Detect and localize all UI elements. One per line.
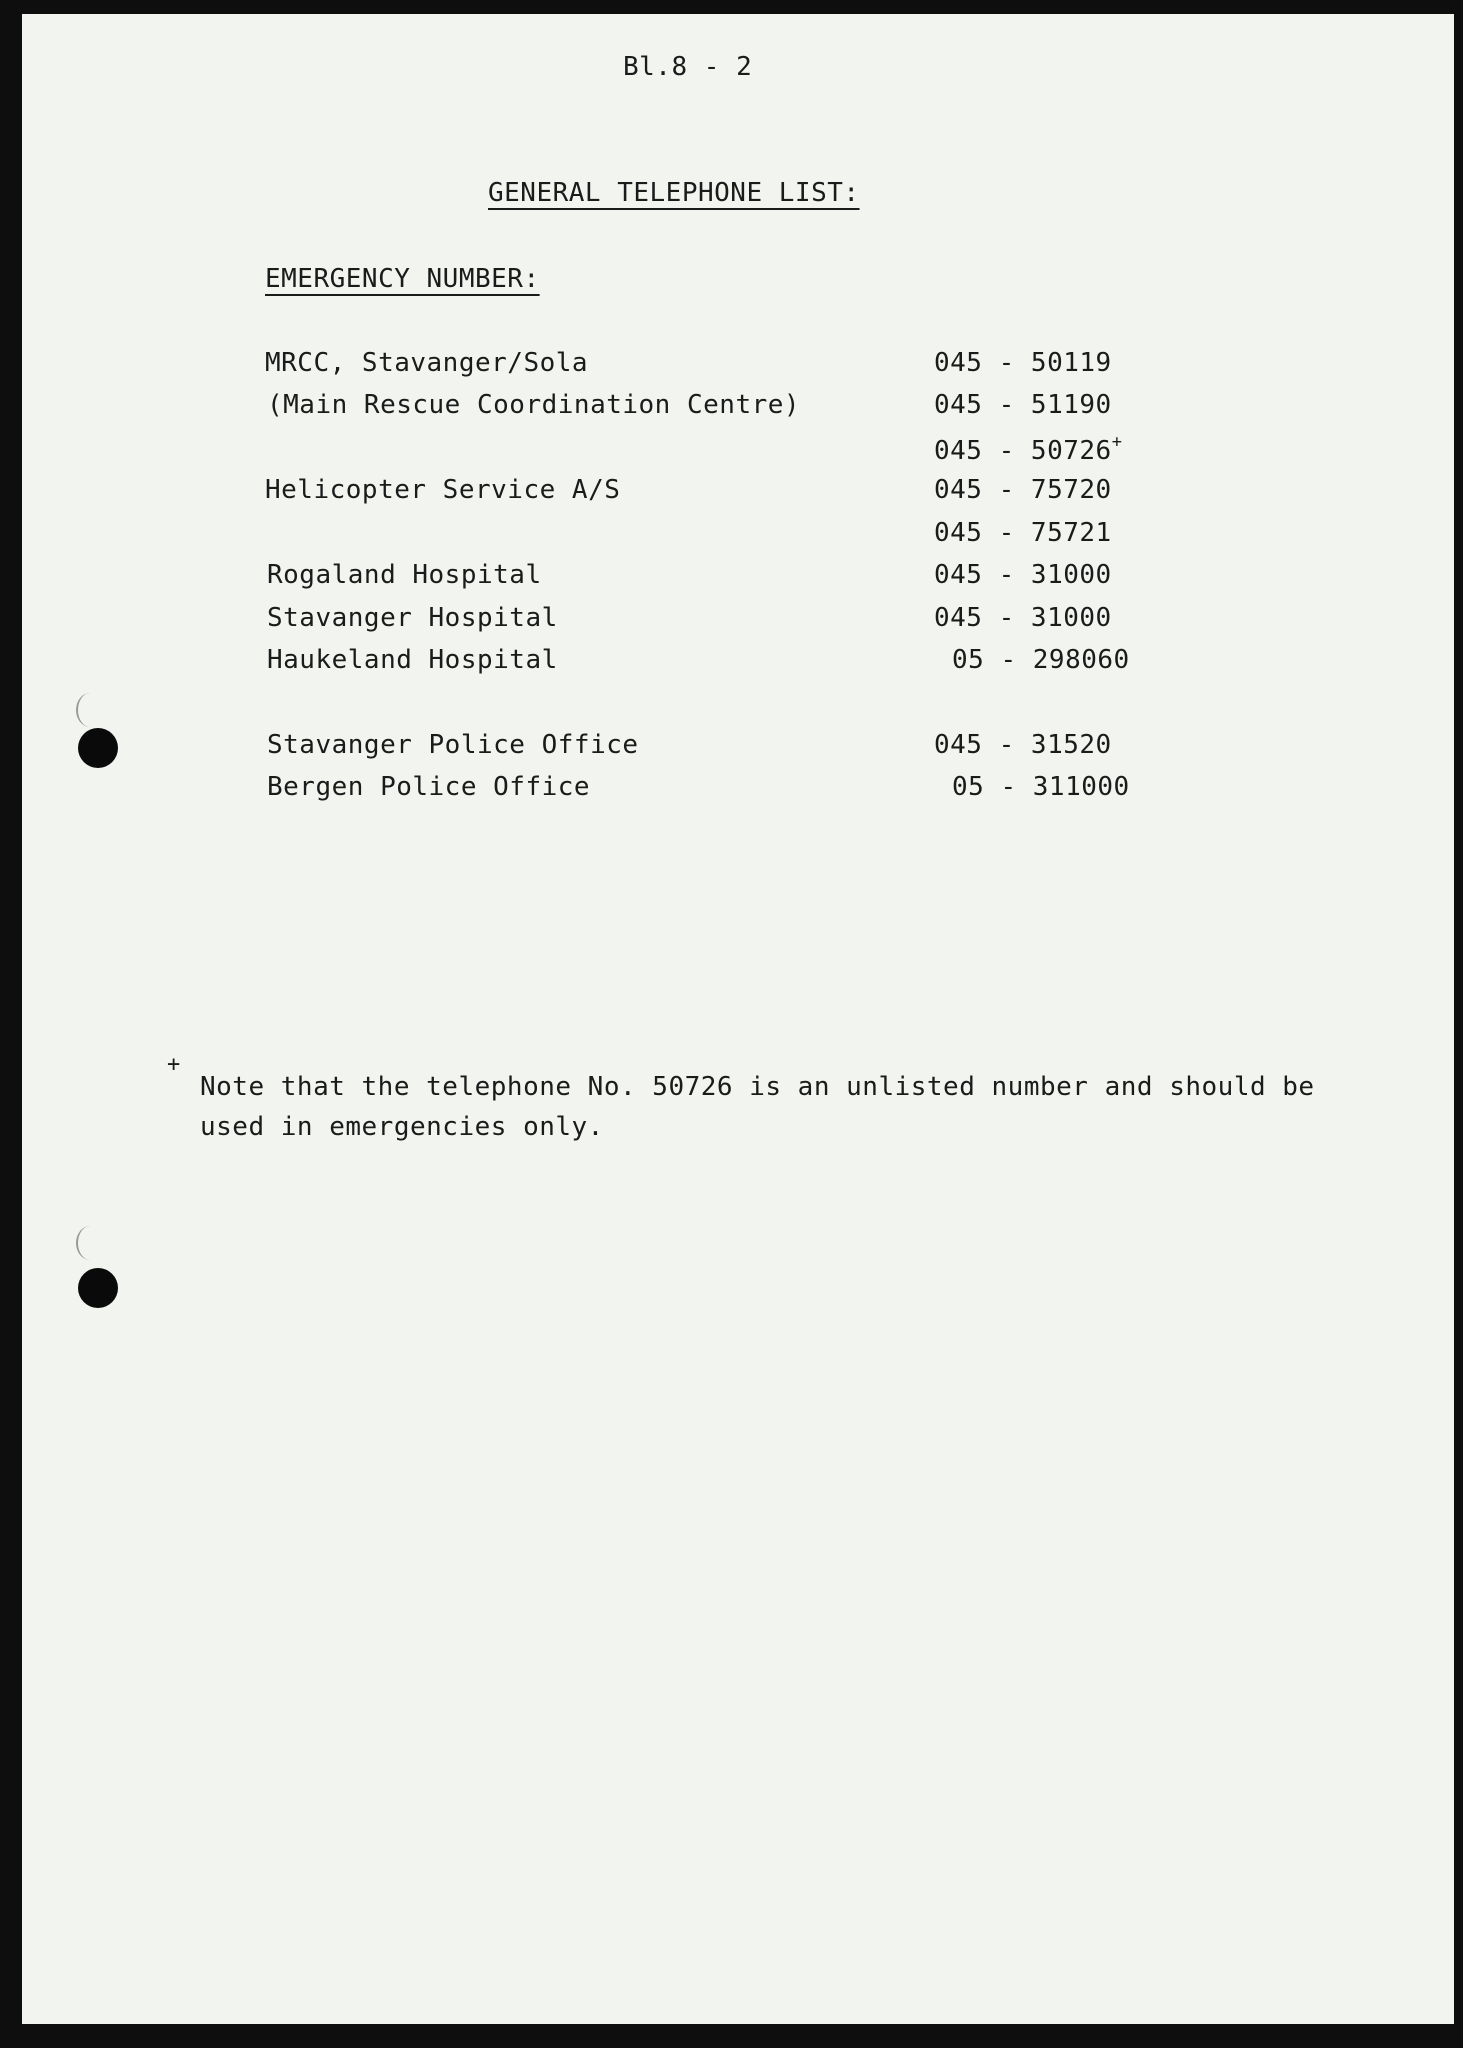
phone-number: 045 - 50119: [934, 348, 1112, 378]
entry-label: Rogaland Hospital: [267, 560, 542, 590]
entry-label: Helicopter Service A/S: [265, 475, 621, 505]
punch-hole-ring: [76, 1226, 104, 1260]
phone-number: 05 - 311000: [952, 772, 1130, 802]
section-heading: EMERGENCY NUMBER:: [265, 264, 540, 294]
footnote-marker: +: [1111, 432, 1123, 452]
footnote-text: Note that the telephone No. 50726 is an unlisted number and should be used in emergencies only.: [200, 1072, 1315, 1142]
phone-number: 045 - 51190: [934, 390, 1112, 420]
punch-hole-ring: [76, 693, 104, 727]
document-page: [22, 14, 1454, 2024]
phone-number: 045 - 31000: [934, 603, 1112, 633]
page-number: Bl.8 - 2: [623, 52, 753, 82]
entry-label: MRCC, Stavanger/Sola: [265, 348, 589, 378]
phone-number-text: 045 - 50726: [934, 436, 1112, 466]
document-title: GENERAL TELEPHONE LIST:: [488, 178, 860, 208]
entry-label: (Main Rescue Coordination Centre): [267, 390, 801, 420]
entry-label: Stavanger Police Office: [267, 730, 639, 760]
entry-label: Stavanger Hospital: [267, 603, 558, 633]
entry-label: Bergen Police Office: [267, 772, 591, 802]
entry-label: Haukeland Hospital: [267, 645, 558, 675]
phone-number: 045 - 31520: [934, 730, 1112, 760]
punch-hole: [78, 1268, 118, 1308]
phone-number: 045 - 75720: [934, 475, 1112, 505]
footnote-plus: +: [167, 1052, 181, 1077]
phone-number: 045 - 75721: [934, 518, 1112, 548]
phone-number: 045 - 31000: [934, 560, 1112, 590]
punch-hole: [78, 728, 118, 768]
phone-number: 05 - 298060: [952, 645, 1130, 675]
phone-number: [934, 432, 1122, 466]
